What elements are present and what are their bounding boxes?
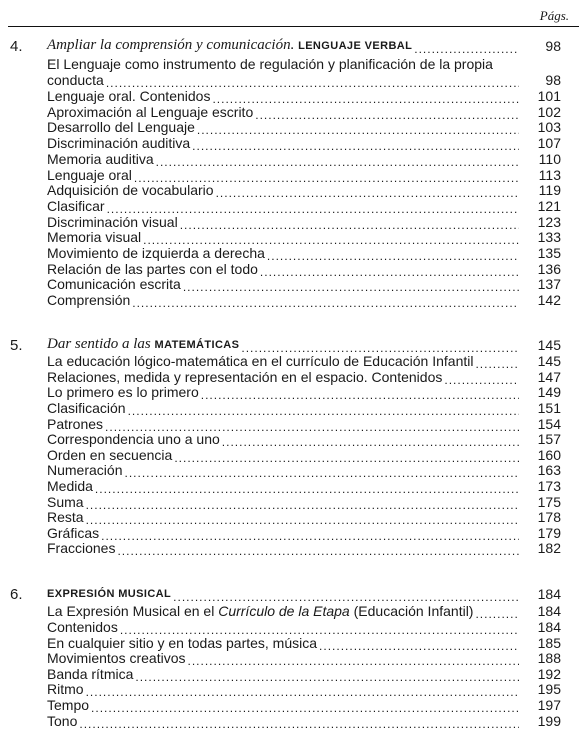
pages-column-label: Págs. — [539, 8, 569, 23]
page-number: 185 — [537, 634, 561, 651]
toc-entry-text: Relaciones, medida y representación en el espacio. Contenidos — [47, 368, 443, 385]
dot-leader — [475, 607, 519, 619]
page-number: 197 — [537, 697, 561, 713]
dot-leader — [101, 529, 519, 541]
page-number: 157 — [537, 431, 561, 448]
dot-leader — [107, 202, 519, 214]
toc-entry-text: Comunicación escrita — [47, 276, 181, 293]
page-number: 136 — [537, 260, 561, 277]
toc-entry[interactable] — [47, 416, 561, 432]
page-number: 142 — [537, 292, 561, 309]
toc-entry[interactable] — [47, 72, 561, 88]
toc-entry[interactable] — [47, 292, 561, 308]
toc-entry-text-italic: Currículo de la Etapa — [218, 603, 350, 619]
section-title-caps: LENGUAJE VERBAL — [298, 40, 413, 52]
toc-entry-text: Memoria auditiva — [47, 150, 154, 167]
dot-leader — [183, 280, 519, 292]
section-title-caps: EXPRESIÓN MUSICAL — [47, 588, 172, 600]
toc-entry-text: Ritmo — [47, 681, 84, 698]
page-number: 145 — [537, 337, 561, 353]
toc-entry[interactable] — [47, 135, 561, 151]
toc-entry-text: Movimiento de izquierda a derecha — [47, 245, 265, 261]
toc-entry-text: Medida — [47, 478, 93, 494]
toc-entry-text: Tempo — [47, 697, 90, 713]
page-number: 103 — [537, 119, 561, 136]
dot-leader — [128, 404, 519, 416]
toc-entry[interactable] — [47, 119, 561, 135]
toc-entry[interactable] — [47, 525, 561, 541]
toc-entry-text: Clasificar — [47, 197, 105, 214]
page-number: 102 — [537, 103, 561, 120]
toc-entry[interactable] — [47, 88, 561, 104]
toc-entry[interactable] — [47, 697, 561, 713]
dot-leader — [222, 435, 519, 447]
dot-leader — [192, 139, 519, 151]
toc-entry-text: Resta — [47, 509, 84, 526]
dot-leader — [201, 388, 519, 400]
dot-leader — [156, 155, 519, 167]
page-number: 184 — [537, 586, 561, 602]
toc-entry-text: Patrones — [47, 415, 104, 432]
dot-leader — [444, 373, 519, 385]
toc-entry-paragraph-line[interactable]: El Lenguaje como instrumento de regulación y planificación de la propia — [47, 56, 493, 72]
page-number: 182 — [537, 540, 561, 557]
toc-entry[interactable] — [47, 540, 561, 556]
toc-entry[interactable] — [47, 635, 561, 651]
page-number: 123 — [537, 213, 561, 230]
toc-entry-text: Gráficas — [47, 524, 100, 541]
dot-leader — [241, 341, 519, 353]
page-number: 121 — [537, 197, 561, 214]
page-number: 133 — [537, 229, 561, 246]
toc-entry[interactable] — [47, 666, 561, 682]
page-number: 135 — [537, 245, 561, 261]
dot-leader — [106, 76, 519, 88]
page-number: 184 — [537, 603, 561, 619]
toc-entry[interactable] — [47, 509, 561, 525]
toc-entry[interactable] — [47, 104, 561, 120]
dot-leader — [173, 590, 519, 602]
page-number: 199 — [537, 712, 561, 729]
toc-entry[interactable] — [47, 214, 561, 230]
toc-entry[interactable] — [47, 369, 561, 385]
toc-entry-text: Clasificación — [47, 399, 126, 416]
dot-leader — [319, 639, 519, 651]
page-number: 147 — [537, 368, 561, 385]
toc-entry[interactable] — [47, 400, 561, 416]
toc-entry-text: Suma — [47, 493, 84, 510]
toc-entry-text: Lo primero es lo primero — [47, 384, 199, 401]
top-rule — [8, 26, 579, 27]
page-number: 107 — [537, 135, 561, 152]
dot-leader — [86, 685, 519, 697]
section-title[interactable] — [47, 337, 561, 353]
dot-leader — [216, 186, 519, 198]
dot-leader — [117, 544, 519, 556]
toc-entry[interactable] — [47, 229, 561, 245]
page-number: 98 — [545, 72, 561, 88]
toc-entry-text: Lenguaje oral — [47, 166, 132, 183]
section-title-caps: MATEMÁTICAS — [154, 339, 240, 351]
page-number: 145 — [537, 353, 561, 369]
dot-leader — [135, 670, 519, 682]
toc-entry-text: Lenguaje oral. Contenidos — [47, 88, 211, 104]
page-number: 179 — [537, 524, 561, 541]
dot-leader — [197, 123, 519, 135]
toc-entry-text: Banda rítmica — [47, 665, 134, 682]
dot-leader — [86, 498, 519, 510]
toc-entry[interactable] — [47, 603, 561, 619]
toc-entry-text: La Expresión Musical en el — [47, 603, 219, 619]
page-number: 188 — [537, 650, 561, 667]
toc-entry-text: La educación lógico-matemática en el currículo de Educación Infantil — [47, 353, 474, 369]
page-number: 178 — [537, 509, 561, 526]
toc-entry[interactable] — [47, 182, 561, 198]
section-title-italic: Dar sentido a las — [47, 336, 151, 352]
toc-entry-text: Contenidos — [47, 619, 118, 635]
dot-leader — [174, 451, 519, 463]
toc-entry-text: Correspondencia uno a uno — [47, 431, 220, 448]
toc-entry[interactable] — [47, 384, 561, 400]
page-number: 149 — [537, 384, 561, 401]
dot-leader — [132, 296, 519, 308]
toc-entry[interactable] — [47, 261, 561, 277]
dot-leader — [120, 623, 519, 635]
toc-entry[interactable] — [47, 245, 561, 261]
dot-leader — [255, 108, 519, 120]
toc-entry-text: Fracciones — [47, 540, 116, 557]
dot-leader — [212, 92, 519, 104]
section-title[interactable] — [47, 38, 561, 54]
dot-leader — [86, 513, 519, 525]
dot-leader — [95, 482, 519, 494]
toc-entry-text: Movimientos creativos — [47, 650, 186, 667]
section-number: 5. — [10, 337, 23, 354]
dot-leader — [267, 249, 519, 261]
toc-entry[interactable] — [47, 462, 561, 478]
dot-leader — [188, 654, 520, 666]
page-number: 98 — [545, 38, 561, 54]
dot-leader — [260, 265, 519, 277]
page-number: 110 — [538, 150, 561, 167]
toc-entry[interactable] — [47, 198, 561, 214]
toc-entry[interactable] — [47, 167, 561, 183]
page-number: 160 — [537, 446, 561, 463]
dot-leader — [91, 701, 519, 713]
toc-entry[interactable] — [47, 713, 561, 729]
dot-leader — [475, 357, 519, 369]
toc-entry-text: Numeración — [47, 462, 123, 479]
dot-leader — [124, 466, 519, 478]
dot-leader — [79, 717, 519, 729]
section-number: 6. — [10, 586, 23, 603]
toc-entry[interactable] — [47, 681, 561, 697]
toc-entry[interactable] — [47, 478, 561, 494]
dot-leader — [180, 218, 519, 230]
toc-entry[interactable] — [47, 619, 561, 635]
dot-leader — [105, 420, 519, 432]
dot-leader — [143, 233, 519, 245]
toc-entry[interactable] — [47, 276, 561, 292]
page-number: 151 — [537, 399, 561, 416]
toc-entry-text: conducta — [47, 72, 104, 88]
toc-entry-text: Discriminación auditiva — [47, 135, 191, 152]
page-number: 173 — [537, 478, 561, 494]
toc-entry-text: Adquisición de vocabulario — [47, 182, 214, 199]
toc-entry-text: Relación de las partes con el todo — [47, 260, 258, 277]
toc-entry-text: Discriminación visual — [47, 213, 178, 230]
dot-leader — [134, 171, 519, 183]
toc-entry-text: Comprensión — [47, 292, 131, 309]
page-number: 163 — [537, 462, 561, 479]
section-number: 4. — [10, 38, 23, 55]
toc-entry-text: Orden en secuencia — [47, 446, 173, 463]
toc-entry-text: En cualquier sitio y en todas partes, música — [47, 634, 318, 651]
toc-entry-text: Desarrollo del Lenguaje — [47, 119, 195, 136]
toc-entry-text: (Educación Infantil) — [349, 603, 474, 619]
page-number: 119 — [538, 182, 561, 199]
page-number: 137 — [537, 276, 561, 293]
page-number: 113 — [538, 166, 561, 183]
toc-entry[interactable] — [47, 353, 561, 369]
toc-entry-text: Memoria visual — [47, 229, 142, 246]
toc-entry[interactable] — [47, 431, 561, 447]
page-number: 175 — [537, 493, 561, 510]
page-number: 195 — [537, 681, 561, 698]
toc-entry[interactable] — [47, 494, 561, 510]
dot-leader — [414, 42, 519, 54]
toc-entry[interactable] — [47, 650, 561, 666]
toc-entry-text: Aproximación al Lenguaje escrito — [47, 103, 254, 120]
section-title[interactable] — [47, 586, 561, 602]
section-title-italic: Ampliar la comprensión y comunicación. — [47, 37, 295, 53]
toc-entry-text: Tono — [47, 712, 78, 729]
page-number: 184 — [537, 619, 561, 635]
page-number: 154 — [537, 415, 561, 432]
page-number: 192 — [537, 665, 561, 682]
toc-entry[interactable] — [47, 447, 561, 463]
page-number: 101 — [537, 88, 561, 104]
toc-entry[interactable] — [47, 151, 561, 167]
